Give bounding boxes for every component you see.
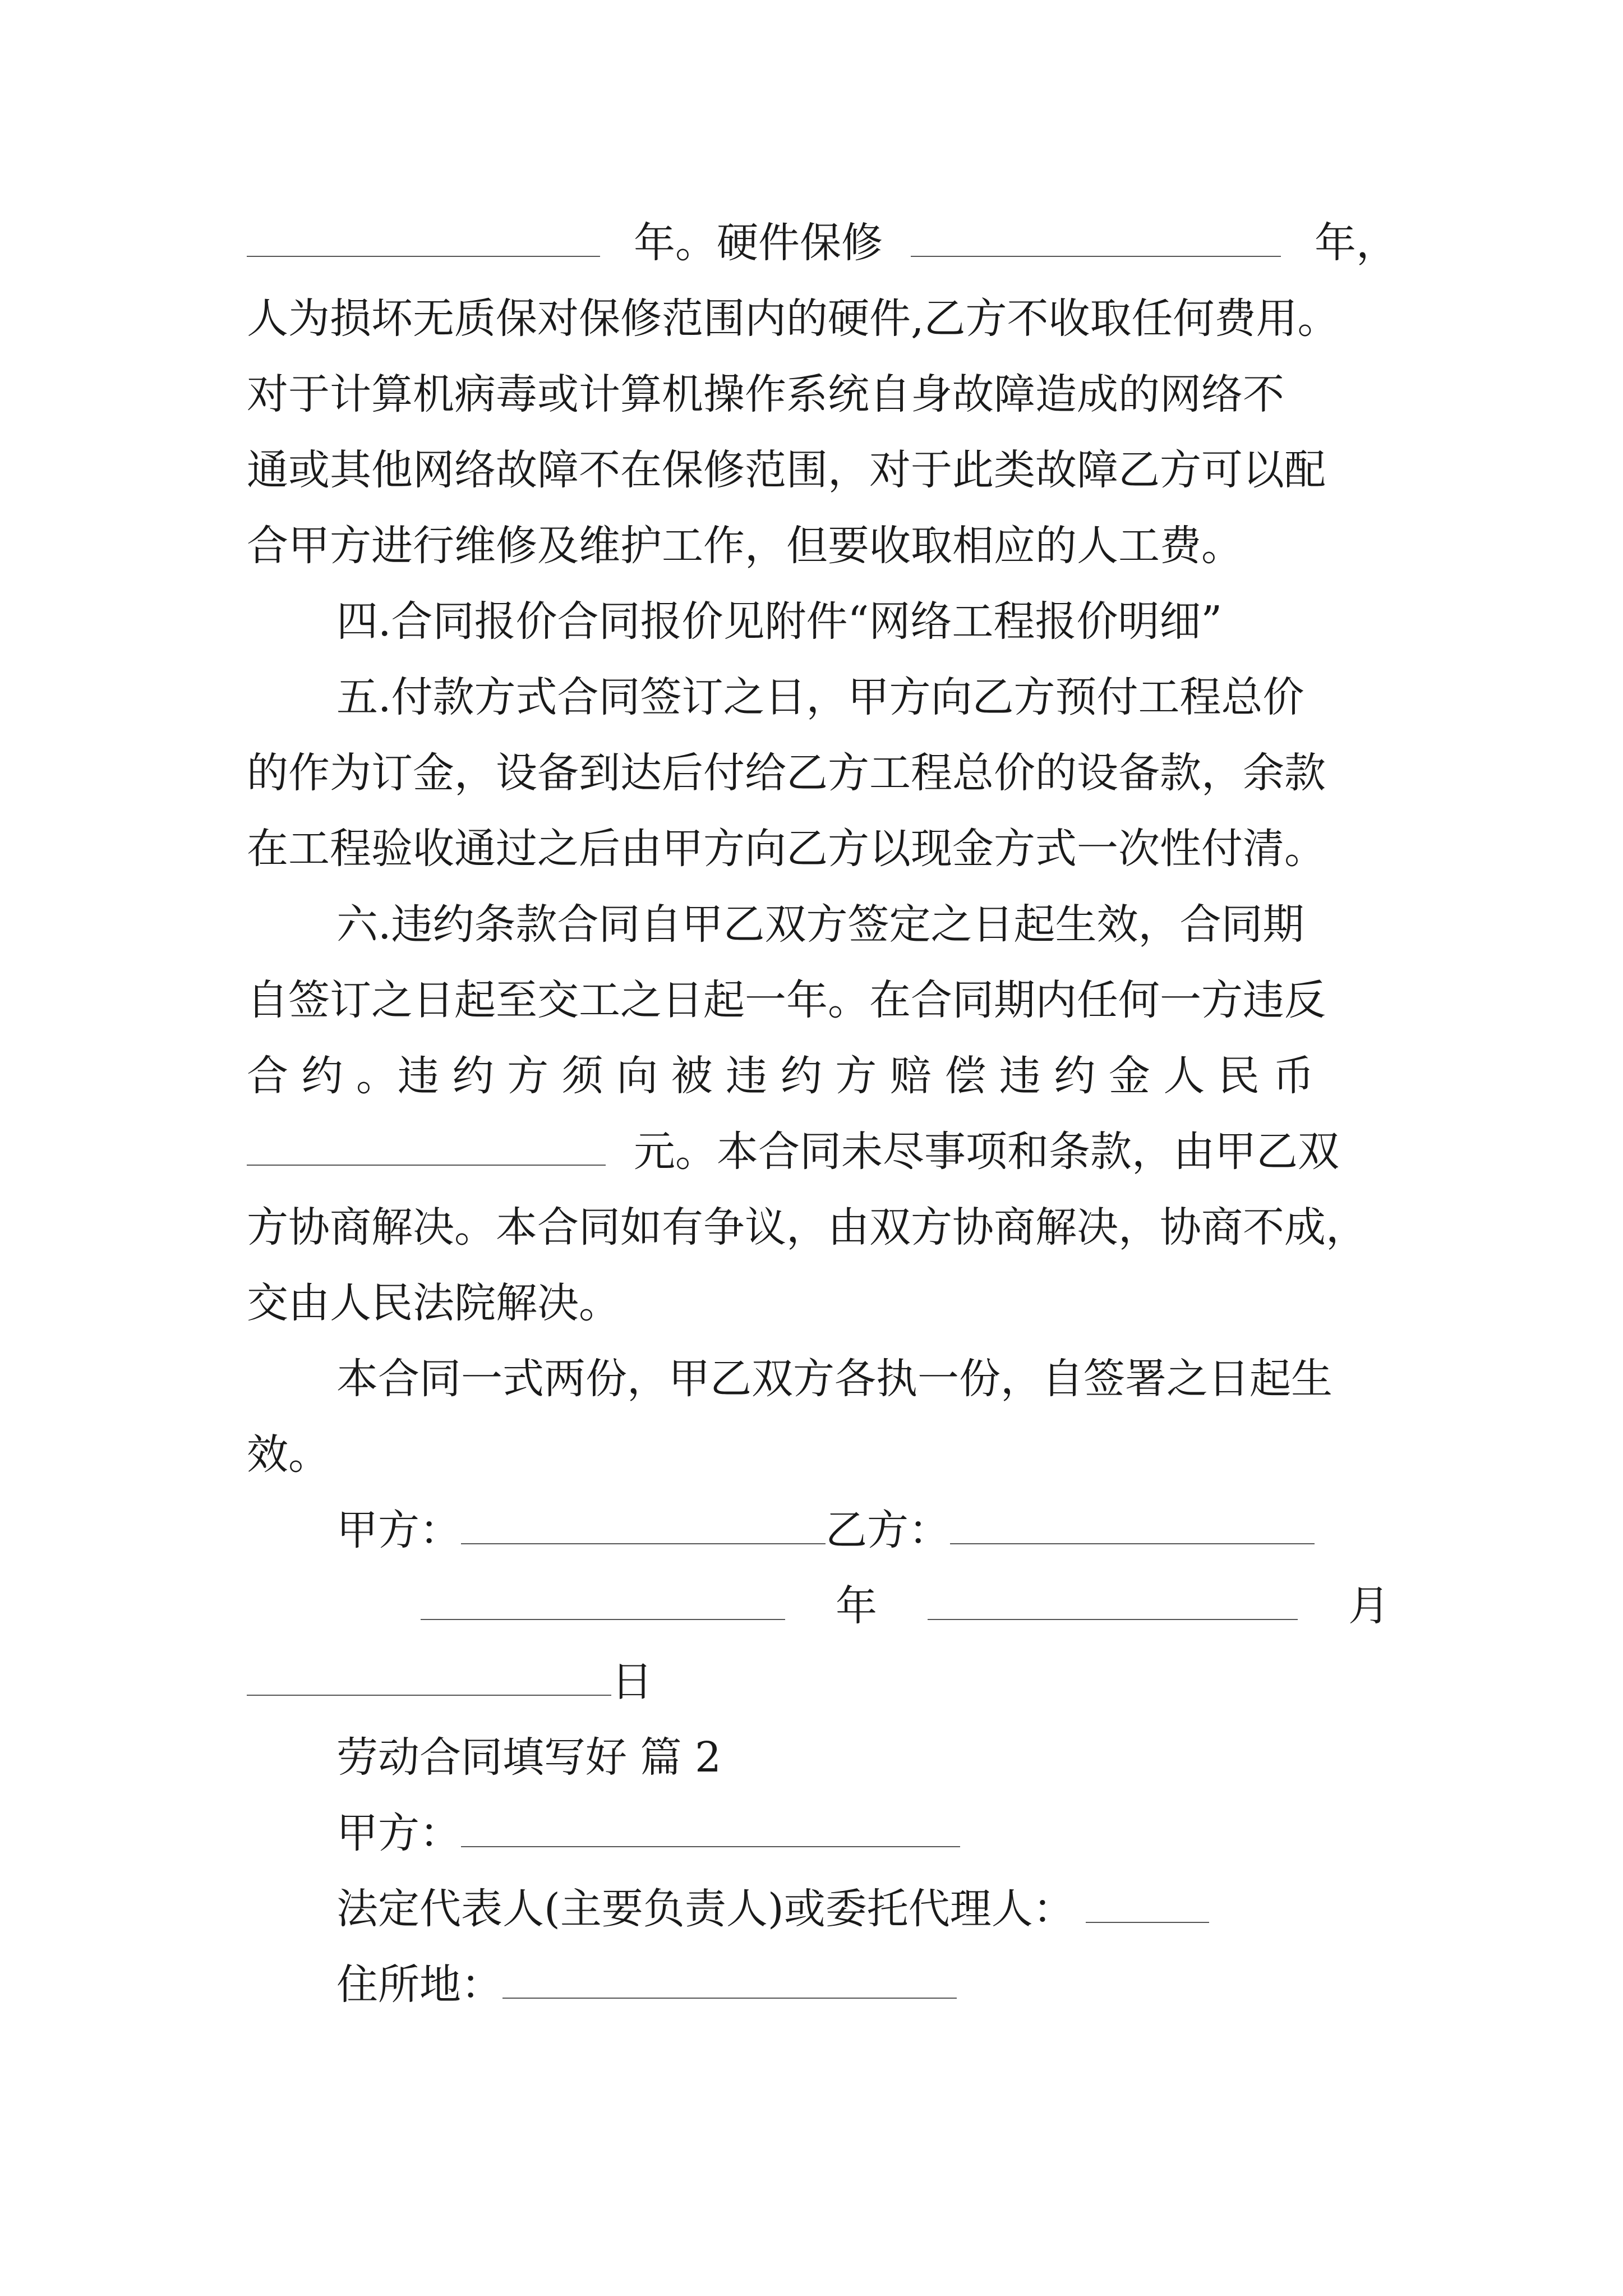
paragraph-line: 交由人民法院解决。 bbox=[247, 1279, 620, 1327]
representative-label: 法定代表人(主要负责人)或委托代理人： bbox=[336, 1885, 1075, 1933]
penalty-amount-line bbox=[247, 1125, 1339, 1179]
party-a-label: 甲方： bbox=[336, 1506, 461, 1554]
representative-line bbox=[336, 1882, 1209, 1936]
paragraph-line: 通或其他网络故障不在保修范围，对于此类故障乙方可以配 bbox=[247, 446, 1326, 494]
copies-clause: 本合同一式两份，甲乙双方各执一份，自签署之日起生 bbox=[336, 1355, 1332, 1403]
clause-six: 六.违约条款合同自甲乙双方签定之日起生效，合同期 bbox=[336, 900, 1304, 949]
warranty-line bbox=[247, 216, 1398, 270]
paragraph-line: 效。 bbox=[247, 1430, 330, 1479]
paragraph-line: 对于计算机病毒或计算机操作系统自身故障造成的网络不 bbox=[247, 370, 1284, 418]
paragraph-line: 人为损坏无质保对保修范围内的硬件,乙方不收取任何费用。 bbox=[247, 295, 1339, 343]
party-a-field[interactable] bbox=[461, 1540, 826, 1544]
paragraph-line: 的作为订金，设备到达后付给乙方工程总价的设备款，余款 bbox=[247, 749, 1326, 797]
warranty-year-text: 年， bbox=[1315, 219, 1398, 267]
day-label: 日 bbox=[611, 1658, 653, 1706]
section2-party-a-line bbox=[336, 1806, 960, 1860]
paragraph-line: 方协商解决。本合同如有争议，由双方协商解决，协商不成， bbox=[247, 1203, 1367, 1251]
representative-field[interactable] bbox=[1086, 1918, 1209, 1923]
day-line bbox=[247, 1655, 653, 1709]
penalty-amount-field[interactable] bbox=[247, 1161, 606, 1166]
paragraph-line: 合甲方进行维修及维护工作，但要收取相应的人工费。 bbox=[247, 522, 1243, 570]
year-field[interactable] bbox=[421, 1616, 785, 1620]
section-title: 劳动合同填写好 篇 2 bbox=[336, 1733, 722, 1782]
date-line bbox=[421, 1579, 1390, 1633]
signature-line bbox=[336, 1503, 1315, 1557]
clause-four: 四.合同报价合同报价见附件“网络工程报价明细” bbox=[336, 597, 1223, 646]
address-field[interactable] bbox=[502, 1994, 957, 1999]
year-label: 年 bbox=[836, 1582, 877, 1630]
party-b-label: 乙方： bbox=[826, 1506, 950, 1554]
day-field[interactable] bbox=[247, 1691, 611, 1696]
penalty-text: 元。本合同未尽事项和条款，由甲乙双 bbox=[634, 1128, 1339, 1176]
party-a-label: 甲方： bbox=[336, 1809, 461, 1857]
clause-five: 五.付款方式合同签订之日，甲方向乙方预付工程总价 bbox=[336, 673, 1304, 721]
month-label: 月 bbox=[1348, 1582, 1390, 1630]
party-b-field[interactable] bbox=[950, 1540, 1315, 1544]
address-label: 住所地： bbox=[336, 1961, 502, 2009]
blank-field[interactable] bbox=[911, 252, 1281, 257]
month-field[interactable] bbox=[928, 1616, 1298, 1620]
paragraph-line: 自签订之日起至交工之日起一年。在合同期内任何一方违反 bbox=[247, 976, 1326, 1024]
party-a-field[interactable] bbox=[461, 1843, 960, 1847]
paragraph-line: 合 约 。违 约 方 须 向 被 违 约 方 赔 偿 违 约 金 人 民 币 bbox=[247, 1052, 1315, 1100]
address-line bbox=[336, 1958, 957, 2012]
blank-field[interactable] bbox=[247, 252, 600, 257]
paragraph-line: 在工程验收通过之后由甲方向乙方以现金方式一次性付清。 bbox=[247, 825, 1326, 873]
warranty-text: 年。硬件保修 bbox=[634, 219, 883, 267]
